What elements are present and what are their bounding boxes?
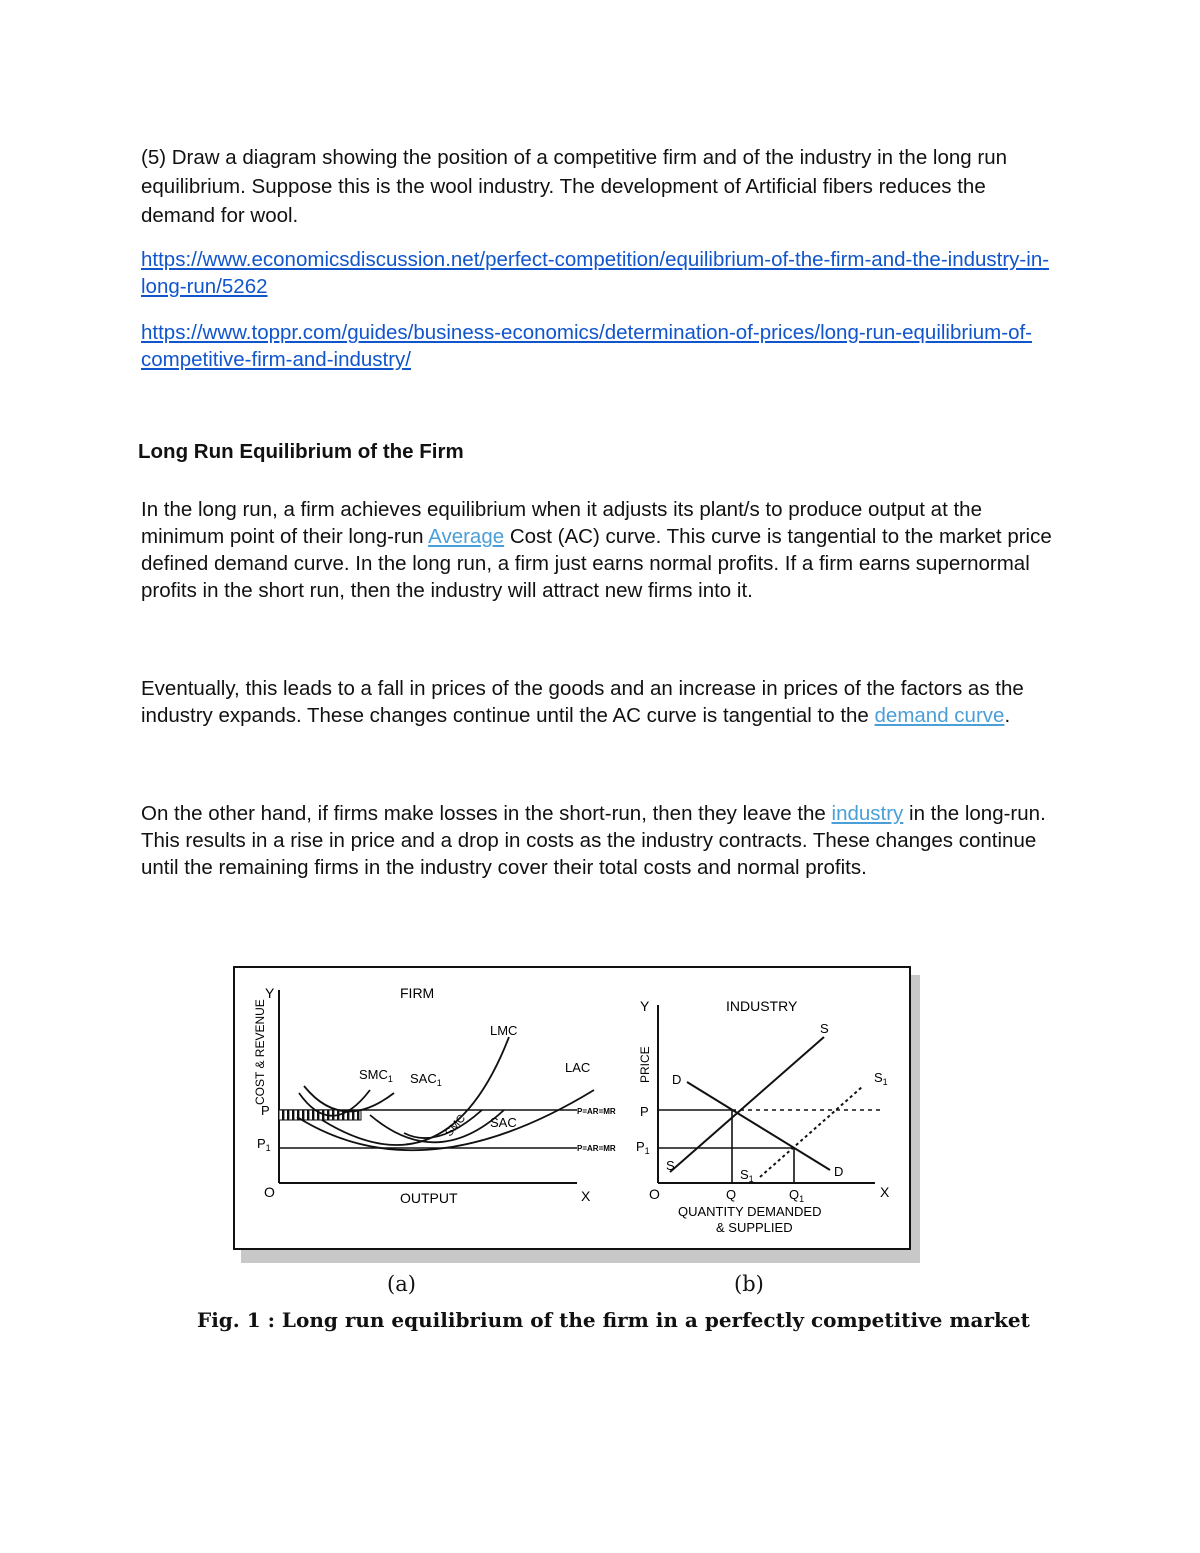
industry-x-label-1: QUANTITY DEMANDED	[678, 1204, 822, 1219]
paragraph-1-text-b: Cost (AC) curve. This curve is tangential to the market price defined demand curve. In the long run, a firm just earns normal profits. If a firm earns supernormal profits in the short run, then the industry will attract new firms into it.	[141, 525, 1052, 602]
firm-origin: O	[264, 1184, 275, 1200]
firm-p1-sub: 1	[265, 1143, 271, 1153]
q-label: Q	[726, 1187, 737, 1202]
industry-title: INDUSTRY	[726, 998, 798, 1014]
paragraph-1	[141, 496, 1061, 604]
s1-top-sub: 1	[882, 1077, 888, 1087]
firm-p1-base: P	[257, 1136, 266, 1151]
industry-x-axis-label: X	[880, 1184, 890, 1200]
section-heading: Long Run Equilibrium of the Firm	[138, 440, 464, 463]
toppr-link[interactable]: https://www.toppr.com/guides/business-economics/determination-of-prices/long-run-equilibrium-of-competitive-firm-and-industry/	[141, 321, 1032, 371]
industry-p-label: P	[640, 1104, 649, 1119]
demand-top-label: D	[672, 1072, 682, 1087]
smc-label: SMC	[443, 1112, 469, 1139]
equilibrium-figure	[232, 965, 922, 1265]
paragraph-2	[141, 675, 1061, 729]
paragraph-3-text-a: On the other hand, if firms make losses in the short-run, then they leave the	[141, 802, 832, 825]
question-text: (5) Draw a diagram showing the position of a competitive firm and of the industry in the long run equilibrium. Suppose this is the wool industry. The development of Artificial fibers reduces the demand for wool.	[141, 146, 1007, 227]
paragraph-1-text-a: In the long run, a firm achieves equilibrium when it adjusts its plant/s to produce output at the minimum point of their long-run	[141, 498, 982, 548]
industry-p1-sub: 1	[644, 1146, 650, 1156]
figure-label-b: (b)	[734, 1272, 764, 1296]
smc1-base: SMC	[359, 1067, 388, 1082]
firm-title: FIRM	[400, 985, 435, 1001]
s1-top-base: S	[874, 1070, 883, 1085]
supply-bottom-label: S	[666, 1158, 675, 1173]
firm-x-axis-label: X	[581, 1188, 591, 1204]
lac-label: LAC	[565, 1060, 591, 1075]
sac1-base: SAC	[410, 1071, 437, 1086]
economicsdiscussion-link[interactable]: https://www.economicsdiscussion.net/perfect-competition/equilibrium-of-the-firm-and-the-industry-in-long-run/5262	[141, 248, 1050, 298]
firm-y-axis-label: Y	[265, 985, 275, 1001]
question-paragraph	[141, 143, 1061, 230]
paragraph-3-text-b: in the long-run. This results in a rise in price and a drop in costs as the industry contracts. These changes continue until the remaining firms in the industry cover their total costs and normal profits.	[141, 802, 1046, 879]
supply-top-label: S	[820, 1021, 829, 1036]
reference-link-2	[141, 319, 1061, 373]
lmc-label: LMC	[490, 1023, 518, 1038]
price-line-1-label: P=AR=MR	[577, 1107, 616, 1116]
firm-y-label: COST & REVENUE	[253, 999, 267, 1105]
reference-link-1	[141, 246, 1061, 300]
firm-p-label: P	[261, 1103, 270, 1118]
paragraph-2-text-a: Eventually, this leads to a fall in prices of the goods and an increase in prices of the factors as the industry expands. These changes continue until the AC curve is tangential to the	[141, 677, 1024, 727]
average-link[interactable]: Average	[428, 525, 505, 548]
price-line-2-label: P=AR=MR	[577, 1144, 616, 1153]
paragraph-3	[141, 800, 1061, 881]
industry-origin: O	[649, 1186, 660, 1202]
s1-bottom-sub: 1	[748, 1174, 754, 1184]
firm-x-label: OUTPUT	[400, 1190, 458, 1206]
figure-label-a: (a)	[387, 1272, 416, 1296]
paragraph-2-text-b: .	[1004, 704, 1011, 727]
sac1-sub: 1	[436, 1078, 442, 1088]
industry-y-label: PRICE	[638, 1046, 652, 1083]
figure-caption: Fig. 1 : Long run equilibrium of the firm in a perfectly competitive market	[197, 1308, 1030, 1332]
smc1-label	[359, 1067, 393, 1084]
industry-p1-base: P	[636, 1139, 645, 1154]
industry-x-label-2: & SUPPLIED	[716, 1220, 793, 1235]
s1-bottom-base: S	[740, 1167, 749, 1182]
sac-label: SAC	[490, 1115, 517, 1130]
industry-link[interactable]: industry	[831, 802, 904, 825]
q1-sub: 1	[799, 1194, 805, 1204]
demand-curve-link[interactable]: demand curve	[874, 704, 1005, 727]
q1-base: Q	[789, 1187, 800, 1202]
smc1-sub: 1	[387, 1074, 393, 1084]
demand-bottom-label: D	[834, 1164, 844, 1179]
industry-y-axis-label: Y	[640, 998, 650, 1014]
